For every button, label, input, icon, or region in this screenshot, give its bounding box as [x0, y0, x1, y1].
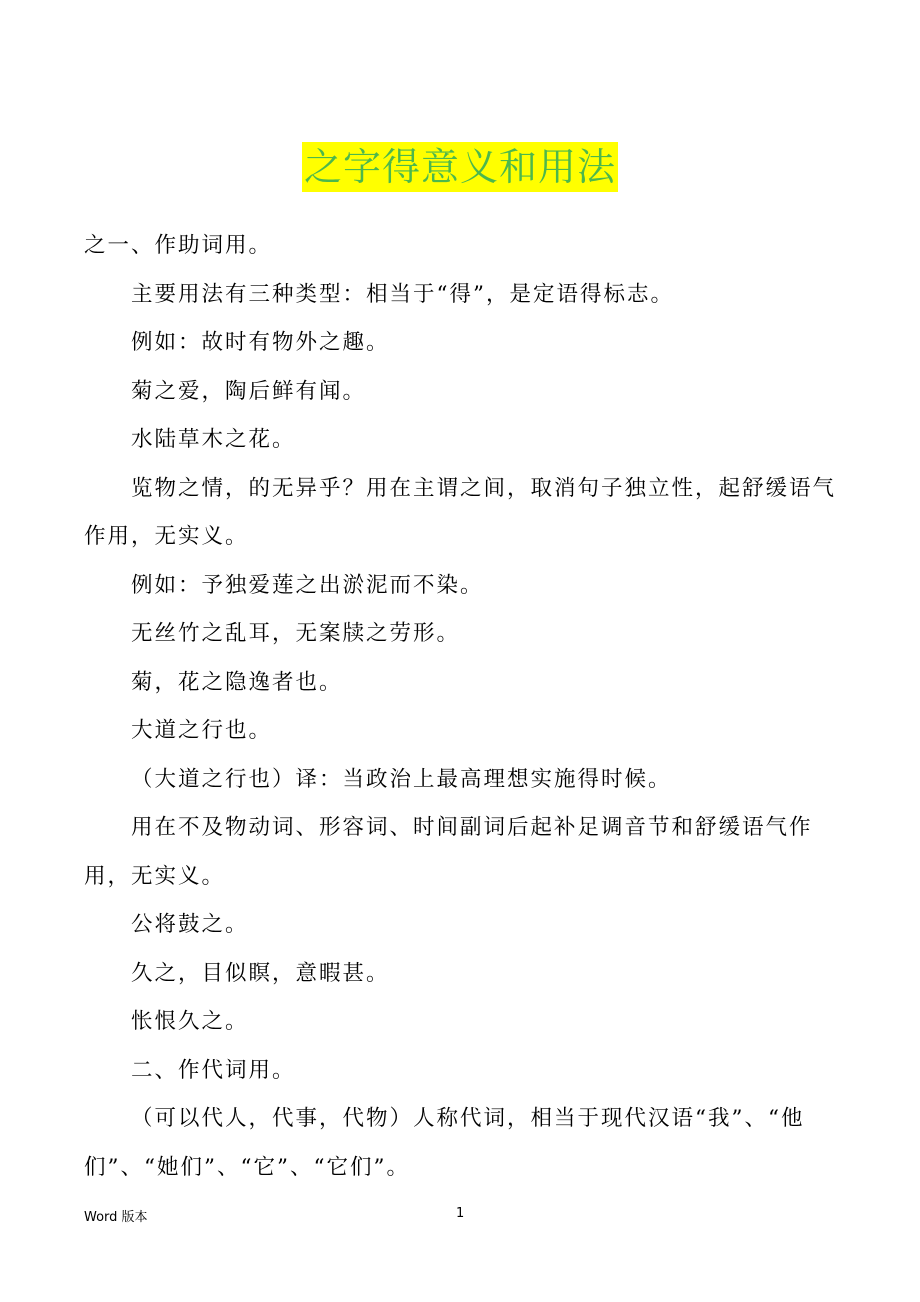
paragraph: 久之，目似瞑，意暇甚。 — [131, 960, 390, 986]
paragraph: 例如：予独爱莲之出淤泥而不染。 — [131, 572, 484, 598]
document-body — [84, 222, 842, 1192]
paragraph: 之一、作助词用。 — [84, 233, 273, 258]
paragraph: 主要用法有三种类型：相当于“得”，是定语得标志。 — [131, 281, 674, 307]
page-number: 1 — [456, 1206, 465, 1221]
paragraph: 怅恨久之。 — [131, 1009, 249, 1034]
paragraph: （大道之行也）译：当政治上最高理想实施得时候。 — [131, 766, 672, 792]
paragraph: 水陆草木之花。 — [131, 427, 296, 452]
paragraph: 例如：故时有物外之趣。 — [131, 330, 390, 355]
paragraph: 公将鼓之。 — [131, 912, 249, 937]
paragraph: 无丝竹之乱耳，无案牍之劳形。 — [131, 621, 461, 646]
document-title: 之字得意义和用法 — [302, 142, 618, 192]
paragraph: 览物之情，的无异乎？用在主谓之间，取消句子独立性，起舒缓语气作用，无实义。 — [84, 475, 837, 549]
paragraph: 用在不及物动词、形容词、时间副词后起补足调音节和舒缓语气作用，无实义。 — [84, 815, 813, 889]
paragraph: （可以代人，代事，代物）人称代词，相当于现代汉语“我”、“他们”、“她们”、“它”、“它们”。 — [84, 1106, 805, 1180]
title-container — [0, 142, 920, 192]
footer-label: Word 版本 — [84, 1210, 148, 1225]
paragraph: 菊之爱，陶后鲜有闻。 — [131, 378, 367, 404]
paragraph: 大道之行也。 — [131, 718, 273, 743]
paragraph: 菊，花之隐逸者也。 — [131, 669, 343, 695]
paragraph: 二、作代词用。 — [131, 1057, 296, 1083]
